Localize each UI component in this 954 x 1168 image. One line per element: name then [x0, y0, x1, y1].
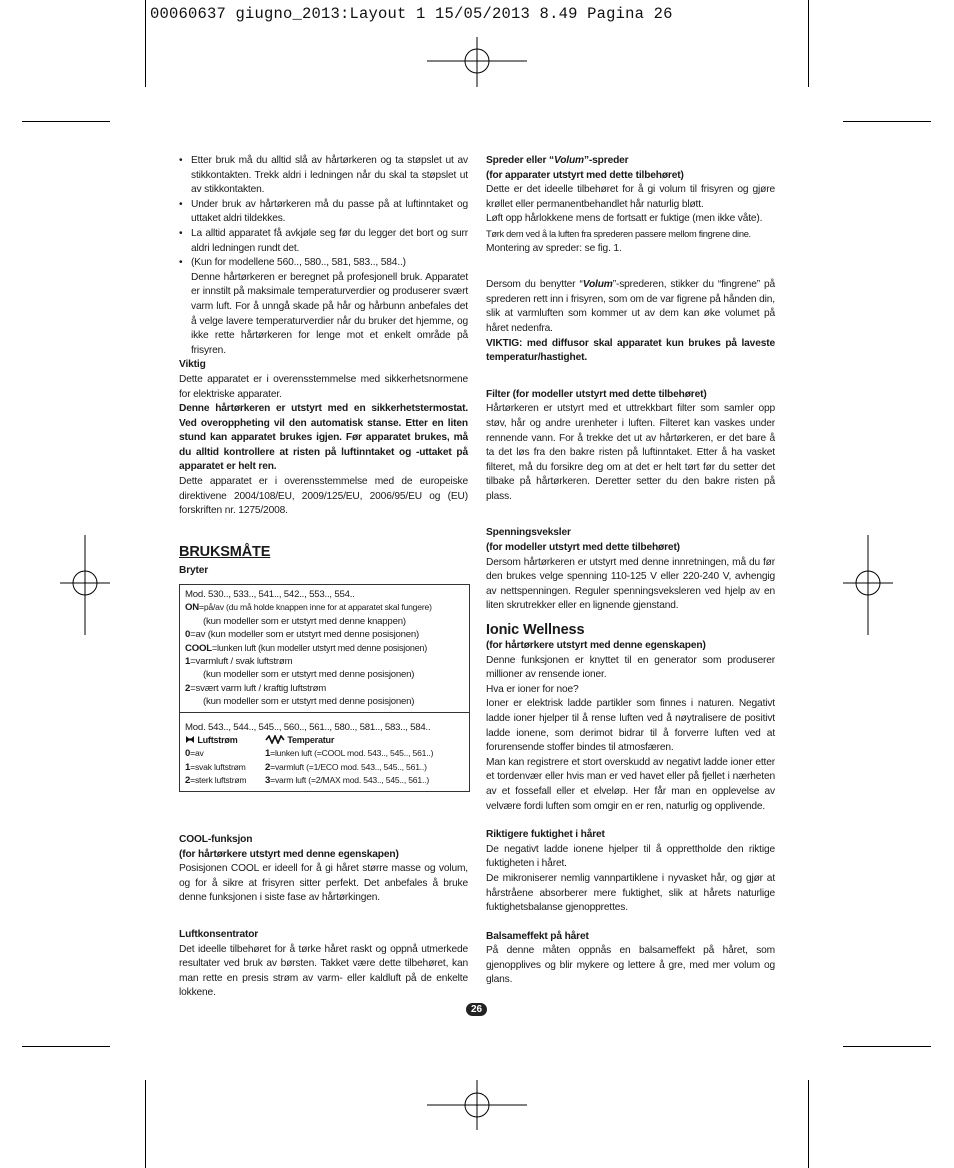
setting-zero: 0=av (kun modeller som er utstyrt med denne posisjonen): [185, 629, 420, 641]
safety-bullets: [179, 154, 468, 358]
balsam-title: Balsameffekt på håret: [486, 930, 589, 942]
model-list: Mod. 543.., 544.., 545.., 560.., 561.., 580.., 581.., 583.., 584..: [185, 721, 431, 733]
luft-title: Luftkonsentrator: [179, 928, 259, 940]
temp-setting: 1=lunken luft (=COOL mod. 543.., 545.., 561..): [265, 748, 434, 760]
list-item: [179, 256, 468, 358]
fan-icon: [185, 735, 195, 744]
flow-setting: 2=sterk luftstrøm: [185, 775, 247, 787]
flow-setting: 0=av: [185, 748, 204, 760]
list-item: • Etter bruk må du alltid slå av hårtørkeren og ta støpslet ut av stikkontakten. Trekk aldri i ledningen når du skal ta støpslet ut av stikkontakten.: [179, 154, 468, 198]
section-heading-bruksmate: BRUKSMÅTE: [179, 544, 271, 560]
subheading-bryter: Bryter: [179, 565, 209, 576]
fukt-title: Riktigere fuktighet i håret: [486, 829, 605, 841]
viktig-title: Viktig: [179, 359, 206, 371]
ionic-paragraph: Man kan registrere et stort overskudd av negativt ladde ioner etter et tordenvær eller hvis man er ved havet eller på fjellet i nærheten av et fossefall eller et elveløp. Her får man en opplevelse av velvære fordi luften som omgir en er ren, naturlig og opplivende.: [486, 756, 775, 812]
cool-section: [179, 833, 468, 1001]
list-item: • La alltid apparatet få avkjøle seg før du legger det bort og surr aldri ledningen rundt det.: [179, 227, 468, 256]
spreder-title: Spreder eller “Volum”-spreder: [486, 155, 629, 166]
crop-mark: [808, 1080, 809, 1168]
fukt-paragraph: De negativt ladde ionene hjelper til å opprettholde den riktige fuktigheten i håret.: [486, 843, 775, 870]
fukt-paragraph: De mikroniserer nemlig vannpartiklene i nyvasket hår, og gjør at hårstråene absorberer mere fuktighet, slik at hårets naturlige fuktighetsbalanse gjenopprettes.: [486, 872, 775, 914]
spreder-subtitle: (for apparater utstyrt med dette tilbehøret): [486, 169, 684, 181]
cool-body: Posisjonen COOL er ideell for å gi håret større masse og volum, og for å sikre at frisyren sitter perfekt. Det anbefales å bruke denne funksjonen i siste fase av hårtørkingen.: [179, 863, 468, 904]
ionic-subtitle: (for hårtørkere utstyrt med denne egenskapen): [486, 640, 706, 651]
spenning-title: Spenningsveksler: [486, 527, 571, 539]
setting-cool: COOL=lunken luft (kun modeller utstyrt med denne posisjonen): [185, 642, 428, 654]
setting-two: 2=svært varm luft / kraftig luftstrøm: [185, 682, 327, 694]
temp-setting: 3=varm luft (=2/MAX mod. 543.., 545.., 561..): [265, 775, 429, 787]
spreder-paragraph: Montering av spreder: se fig. 1.: [486, 242, 622, 254]
viktig-paragraph: Dette apparatet er i overensstemmelse med sikkerhetsnormene for elektriske apparater.: [179, 373, 468, 400]
setting-on: ON=på/av (du må holde knappen inne for at apparatet skal fungere): [185, 602, 432, 614]
registration-mark-right: [843, 535, 893, 635]
setting-one: 1=varmluft / svak luftstrøm: [185, 656, 293, 668]
spenning-subtitle: (for modeller utstyrt med dette tilbehøret): [486, 542, 680, 554]
crop-mark: [145, 0, 146, 87]
spenning-body: Dersom hårtørkeren er utstyrt med denne innretningen, må du før den brukes velge spenning 110-125 V eller 220-240 V, avhengig av nettspenningen. Reguler spenningsveksleren ved hjelp av en liten skrutrekker eller en lignende gjenstand.: [486, 556, 775, 612]
column-header-flow: Luftstrøm: [185, 734, 265, 747]
crop-mark: [145, 1080, 146, 1168]
filter-body: Hårtørkeren er utstyrt med et uttrekkbart filter som samler opp støv, hår og andre urenheter i luften. Filteret kan vaskes under rennende vann. For å trekke det ut av hårtørkeren, er det bare å ta det løs fra den bakre risten på luftinntaket. Etter å ha vasket filteret, må du forsikre deg om at det er helt tørt før du setter det tilbake på hårtørkeren. Deretter setter du den bakre risten på plass.: [486, 403, 775, 502]
crop-mark: [22, 1046, 110, 1047]
slug-line: 00060637 giugno_2013:Layout 1 15/05/2013 8.49 Pagina 26: [150, 5, 673, 23]
directives-paragraph: Dette apparatet er i overensstemmelse med de europeiske direktivene 2004/108/EU, 2009/125/EU, 2006/95/EU og (EU) forskriften nr. 1275/2008.: [179, 476, 468, 517]
ionic-section: [486, 621, 775, 988]
balsam-body: På denne måten oppnås en balsameffekt på håret, som gjenopplives og blir mykere og lettere å gre, med mer volum og glans.: [486, 945, 775, 986]
viktig-warning: Denne hårtørkeren er utstyrt med en sikkerhetstermostat. Ved overoppheting vil den automatisk stanse. Etter en liten stund kan apparatet brukes igjen. Før apparatet brukes, må du alltid kontrollere at risten på luftinntaket og -uttaket på apparatet er helt ren.: [179, 403, 468, 473]
right-column: [486, 154, 775, 614]
crop-mark: [843, 121, 931, 122]
registration-mark-left: [60, 535, 110, 635]
ionic-paragraph: Ioner er elektrisk ladde partikler som finnes i naturen. Negativt ladde ioner hjelper til å rense luften ved å nøytralisere de positivt ladde ionene, som derimot bidrar til å forverre luften ved at forurensende stoffer bindes til atmosfæren.: [486, 698, 775, 754]
viktig-diffusor: VIKTIG: med diffusor skal apparatet kun brukes på laveste temperatur/hastighet.: [486, 337, 775, 364]
bullet-body: Denne hårtørkeren er beregnet på profesjonell bruk. Apparatet er innstilt på maksimale temperaturverdier og produserer svært varm luft. For å unngå skade på hår og hårbunn anbefales det å velge lavere temperaturverdier når du bruker det hjemme, og ikke rette hårtørkeren for lenge mot et enkelt område på frisyren.: [191, 271, 468, 356]
cool-title: COOL-funksjon: [179, 834, 253, 845]
luft-body: Det ideelle tilbehøret for å tørke håret raskt og oppnå utmerkede resultater ved bruk av børsten. Takket være dette tilbehøret, kan man rette en presis strøm av varm- eller kaldluft på de enkelte lokkene.: [179, 943, 468, 999]
column-header-temp: Temperatur: [265, 734, 464, 747]
ionic-paragraph: Hva er ioner for noe?: [486, 683, 579, 695]
model-list: Mod. 530.., 533.., 541.., 542.., 553.., 554..: [185, 589, 355, 600]
switch-box-section-1: [180, 585, 469, 712]
cool-subtitle: (for hårtørkere utstyrt med denne egenskapen): [179, 848, 399, 860]
page-number: 26: [466, 1003, 487, 1016]
switch-box-section-2: [180, 712, 469, 791]
volum-paragraph: Dersom du benytter “Volum”-sprederen, stikker du “fingrene” på sprederen rett inn i frisyren, som om de var figrene på hånden din, slik at varmluften som kommer ut av dem kan øke volumet på håret nedenfra.: [486, 279, 775, 334]
temp-setting: 2=varmluft (=1/ECO mod. 543.., 545.., 561..): [265, 761, 427, 773]
setting-note: (kun modeller som er utstyrt med denne posisjonen): [203, 696, 415, 708]
ionic-paragraph: Denne funksjonen er knyttet til en generator som produserer millioner av rensende ioner.: [486, 654, 775, 681]
registration-mark-top: [427, 37, 527, 87]
registration-mark-bottom: [427, 1080, 527, 1130]
usage-section: [179, 543, 468, 579]
bullet-heading: (Kun for modellene 560.., 580.., 581, 583.., 584..): [191, 257, 406, 269]
heat-icon: [265, 735, 285, 744]
crop-mark: [808, 0, 809, 87]
list-item: • Under bruk av hårtørkeren må du passe på at luftinntaket og uttaket aldri tildekkes.: [179, 198, 468, 227]
ionic-title: Ionic Wellness: [486, 622, 585, 638]
left-column: [179, 154, 468, 519]
spreder-paragraph: Tørk dem ved å la luften fra sprederen passere mellom fingrene dine.: [486, 228, 751, 239]
filter-title: Filter (for modeller utstyrt med dette tilbehøret): [486, 388, 707, 400]
setting-table: [185, 734, 464, 788]
crop-mark: [843, 1046, 931, 1047]
switch-settings-box: [179, 584, 470, 792]
spreder-paragraph: Dette er det ideelle tilbehøret for å gi volum til frisyren og gjøre krøllet eller permanentbehandlet hår naturlig bløtt.: [486, 184, 775, 210]
setting-note: (kun modeller som er utstyrt med denne posisjonen): [203, 669, 415, 681]
spreder-paragraph: Løft opp hårlokkene mens de fortsatt er fuktige (men ikke våte).: [486, 213, 763, 225]
crop-mark: [22, 121, 110, 122]
flow-setting: 1=svak luftstrøm: [185, 761, 246, 773]
setting-note: (kun modeller som er utstyrt med denne knappen): [203, 615, 406, 627]
